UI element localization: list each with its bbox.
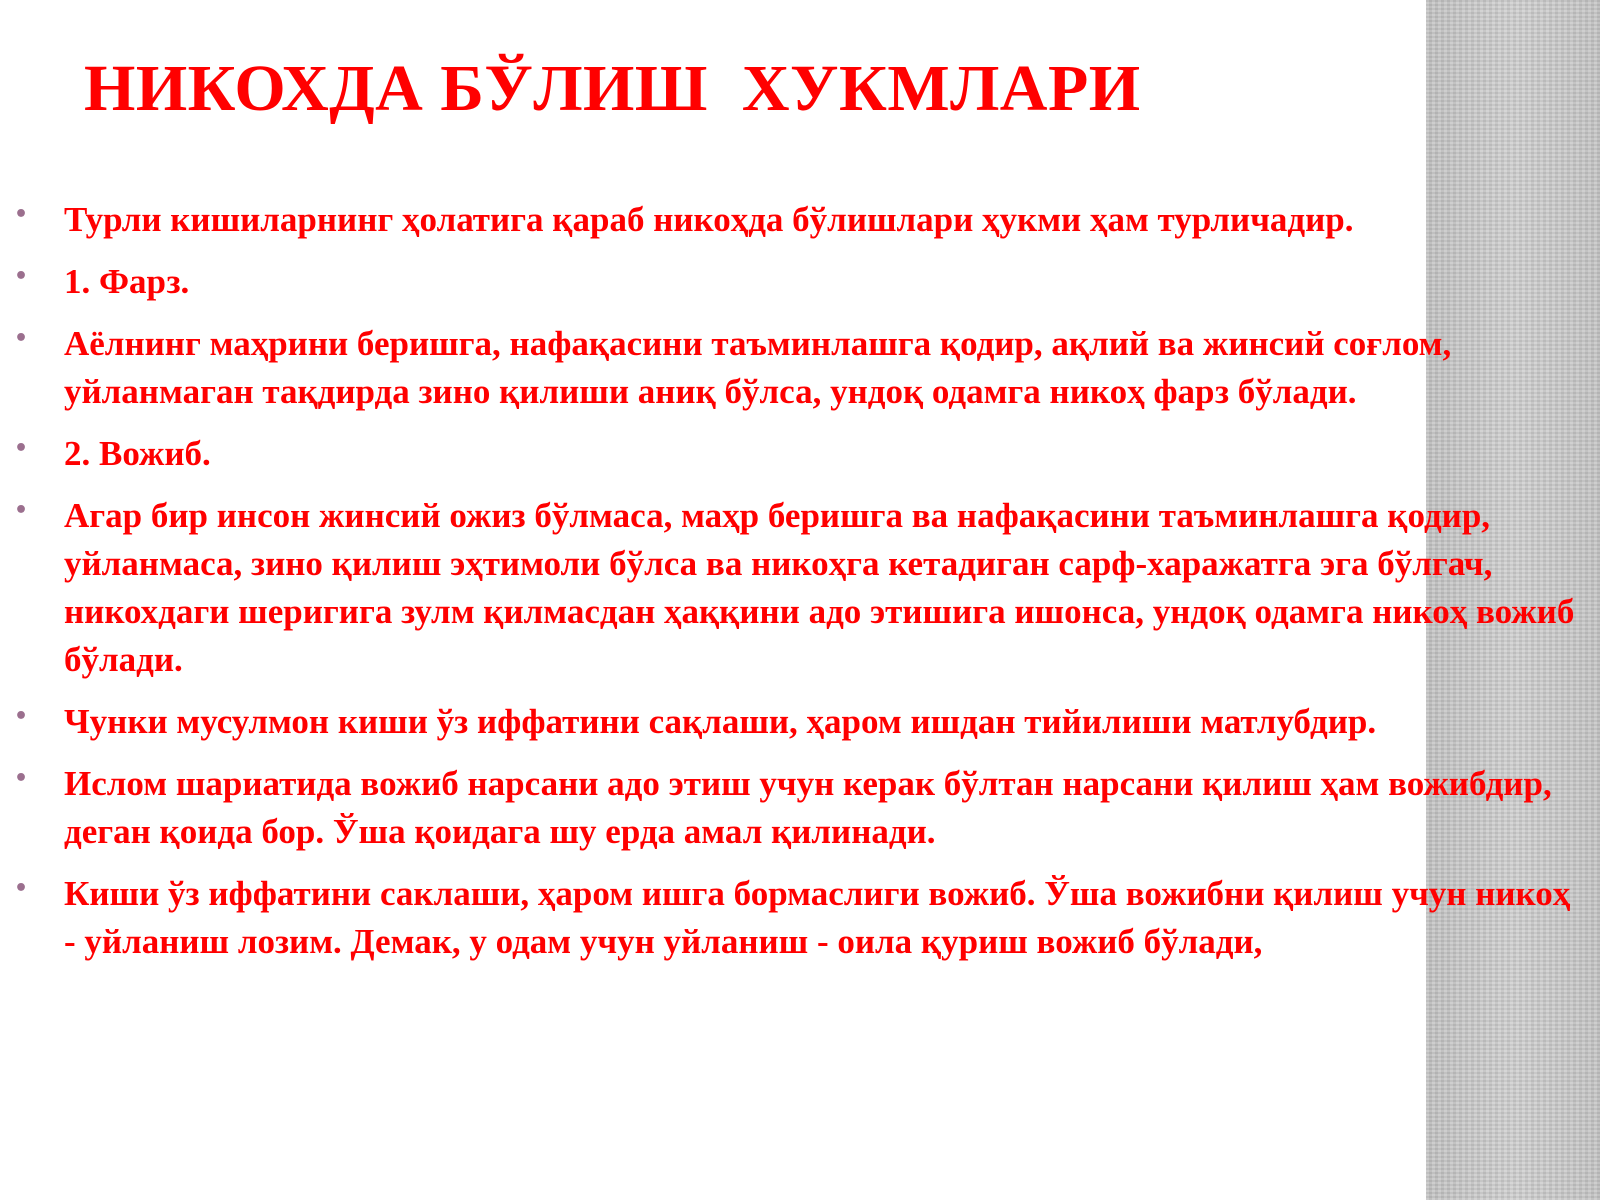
bullet-text: Аёлнинг маҳрини беришга, нафақасини таъминлашга қодир, ақлий ва жинсий соғлом, уйланмаган тақдирда зино қилиши аниқ бўлса, ундоқ одамга никоҳ фарз бўлади.	[64, 324, 1452, 411]
bullet-icon: •	[14, 326, 29, 351]
bullet-text: 2. Вожиб.	[64, 434, 211, 473]
bullet-text: Киши ўз иффатини саклаши, ҳаром ишга бормаслиги вожиб. Ўша вожибни қилиш учун никоҳ - уйланиш лозим. Демак, у одам учун уйланиш - оила қуриш вожиб бўлади,	[64, 874, 1571, 961]
bullet-text: Чунки мусулмон киши ўз иффатини сақлаши, ҳаром ишдан тийилиши матлубдир.	[64, 702, 1377, 741]
bullet-icon: •	[14, 704, 29, 729]
bullet-item	[0, 430, 1590, 478]
bullet-icon: •	[14, 436, 29, 461]
slide-title: НИКОХДА БЎЛИШ ХУКМЛАРИ	[84, 52, 1141, 125]
bullet-text: Агар бир инсон жинсий ожиз бўлмаса, маҳр беришга ва нафақасини таъминлашга қодир, уйланмаса, зино қилиш эҳтимоли бўлса ва никоҳга кетадиган сарф-харажатга эга бўлгач, никохдаги шеригига зулм қилмасдан ҳаққини адо этишига ишонса, ундоқ одамга никоҳ вожиб бўлади.	[64, 496, 1575, 679]
bullet-item	[0, 870, 1590, 966]
bullet-list	[0, 196, 1590, 980]
bullet-item	[0, 196, 1590, 244]
bullet-text: Турли кишиларнинг ҳолатига қараб никоҳда бўлишлари ҳукми ҳам турличадир.	[64, 200, 1354, 239]
bullet-icon: •	[14, 876, 29, 901]
bullet-text: 1. Фарз.	[64, 262, 190, 301]
bullet-item	[0, 698, 1590, 746]
bullet-text: Ислом шариатида вожиб нарсани адо этиш учун керак бўлтан нарсани қилиш ҳам вожибдир, деган қоида бор. Ўша қоидага шу ерда амал қилинади.	[64, 764, 1552, 851]
bullet-item	[0, 760, 1590, 856]
bullet-item	[0, 320, 1590, 416]
bullet-icon: •	[14, 264, 29, 289]
bullet-icon: •	[14, 498, 29, 523]
bullet-item	[0, 492, 1590, 684]
bullet-item	[0, 258, 1590, 306]
bullet-icon: •	[14, 766, 29, 791]
bullet-icon: •	[14, 202, 29, 227]
